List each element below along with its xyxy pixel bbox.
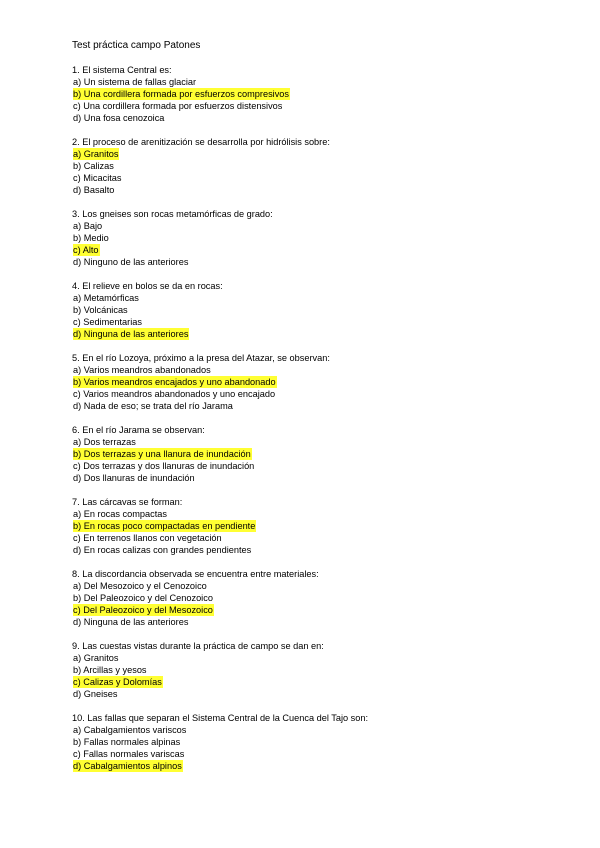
option — [72, 688, 600, 700]
option — [72, 292, 600, 304]
answer-text: c) Sedimentarias — [73, 317, 142, 327]
option — [72, 592, 600, 604]
question-8 — [72, 568, 600, 628]
option — [72, 76, 600, 88]
option — [72, 256, 600, 268]
option — [72, 460, 600, 472]
question-text: 6. En el río Jarama se observan: — [72, 425, 205, 435]
option-correct — [72, 604, 600, 616]
option — [72, 652, 600, 664]
question-text: 4. El relieve en bolos se da en rocas: — [72, 281, 223, 291]
option-correct — [72, 88, 600, 100]
answer-text: d) En rocas calizas con grandes pendientes — [73, 545, 252, 555]
option — [72, 388, 600, 400]
question-5 — [72, 352, 600, 412]
question-9 — [72, 640, 600, 700]
highlighted-answer: c) Calizas y Dolomías — [73, 677, 162, 687]
answer-text: a) En rocas compactas — [73, 509, 167, 519]
answer-text: a) Dos terrazas — [73, 437, 136, 447]
answer-text: c) Varios meandros abandonados y uno encajado — [73, 389, 276, 399]
highlighted-answer: b) En rocas poco compactadas en pendiente — [73, 521, 256, 531]
option-correct — [72, 244, 600, 256]
answer-text: d) Gneises — [73, 689, 118, 699]
question-list — [72, 64, 600, 772]
answer-text: d) Nada de eso; se trata del río Jarama — [73, 401, 233, 411]
question-text: 7. Las cárcavas se forman: — [72, 497, 183, 507]
option — [72, 508, 600, 520]
option — [72, 472, 600, 484]
highlighted-answer: b) Una cordillera formada por esfuerzos compresivos — [73, 89, 289, 99]
option — [72, 724, 600, 736]
question-text: 8. La discordancia observada se encuentra entre materiales: — [72, 569, 319, 579]
question-text: 10. Las fallas que separan el Sistema Central de la Cuenca del Tajo son: — [72, 713, 369, 723]
option — [72, 736, 600, 748]
answer-text: a) Cabalgamientos variscos — [73, 725, 187, 735]
option-correct — [72, 760, 600, 772]
answer-text: c) Micacitas — [73, 173, 122, 183]
highlighted-answer: c) Del Paleozoico y del Mesozoico — [73, 605, 213, 615]
question-7 — [72, 496, 600, 556]
question-10 — [72, 712, 600, 772]
answer-text: b) Fallas normales alpinas — [73, 737, 181, 747]
answer-text: b) Volcánicas — [73, 305, 128, 315]
question-2 — [72, 136, 600, 196]
answer-text: d) Basalto — [73, 185, 115, 195]
option — [72, 172, 600, 184]
question-1 — [72, 64, 600, 124]
answer-text: c) Dos terrazas y dos llanuras de inundación — [73, 461, 255, 471]
option — [72, 400, 600, 412]
highlighted-answer: c) Alto — [73, 245, 99, 255]
option — [72, 664, 600, 676]
option — [72, 316, 600, 328]
question-text: 5. En el río Lozoya, próximo a la presa del Atazar, se observan: — [72, 353, 330, 363]
highlighted-answer: b) Varios meandros encajados y uno abandonado — [73, 377, 276, 387]
answer-text: a) Un sistema de fallas glaciar — [73, 77, 197, 87]
question-3 — [72, 208, 600, 268]
answer-text: d) Ninguna de las anteriores — [73, 617, 189, 627]
option — [72, 304, 600, 316]
option — [72, 748, 600, 760]
answer-text: b) Arcillas y yesos — [73, 665, 147, 675]
answer-text: b) Calizas — [73, 161, 114, 171]
answer-text: a) Bajo — [73, 221, 103, 231]
option — [72, 544, 600, 556]
option — [72, 112, 600, 124]
question-text: 1. El sistema Central es: — [72, 65, 172, 75]
answer-text: c) Una cordillera formada por esfuerzos distensivos — [73, 101, 283, 111]
answer-text: a) Granitos — [73, 653, 119, 663]
answer-text: a) Del Mesozoico y el Cenozoico — [73, 581, 207, 591]
option-correct — [72, 328, 600, 340]
question-6 — [72, 424, 600, 484]
highlighted-answer: a) Granitos — [73, 149, 119, 159]
option — [72, 364, 600, 376]
answer-text: a) Metamórficas — [73, 293, 139, 303]
answer-text: b) Medio — [73, 233, 109, 243]
option-correct — [72, 676, 600, 688]
option — [72, 532, 600, 544]
answer-text: a) Varios meandros abandonados — [73, 365, 211, 375]
answer-text: c) En terrenos llanos con vegetación — [73, 533, 222, 543]
document-title: Test práctica campo Patones — [72, 40, 201, 51]
question-4 — [72, 280, 600, 340]
option — [72, 232, 600, 244]
answer-text: b) Del Paleozoico y del Cenozoico — [73, 593, 213, 603]
option — [72, 160, 600, 172]
option-correct — [72, 376, 600, 388]
option-correct — [72, 448, 600, 460]
question-text: 9. Las cuestas vistas durante la práctica de campo se dan en: — [72, 641, 324, 651]
highlighted-answer: d) Ninguna de las anteriores — [73, 329, 189, 339]
question-text: 3. Los gneises son rocas metamórficas de grado: — [72, 209, 273, 219]
answer-text: d) Una fosa cenozoica — [73, 113, 165, 123]
option — [72, 220, 600, 232]
option-correct — [72, 148, 600, 160]
option-correct — [72, 520, 600, 532]
question-text: 2. El proceso de arenitización se desarrolla por hidrólisis sobre: — [72, 137, 330, 147]
highlighted-answer: d) Cabalgamientos alpinos — [73, 761, 182, 771]
highlighted-answer: b) Dos terrazas y una llanura de inundación — [73, 449, 251, 459]
option — [72, 580, 600, 592]
answer-text: d) Ninguno de las anteriores — [73, 257, 189, 267]
option — [72, 436, 600, 448]
answer-text: d) Dos llanuras de inundación — [73, 473, 195, 483]
answer-text: c) Fallas normales variscas — [73, 749, 185, 759]
option — [72, 100, 600, 112]
option — [72, 616, 600, 628]
option — [72, 184, 600, 196]
